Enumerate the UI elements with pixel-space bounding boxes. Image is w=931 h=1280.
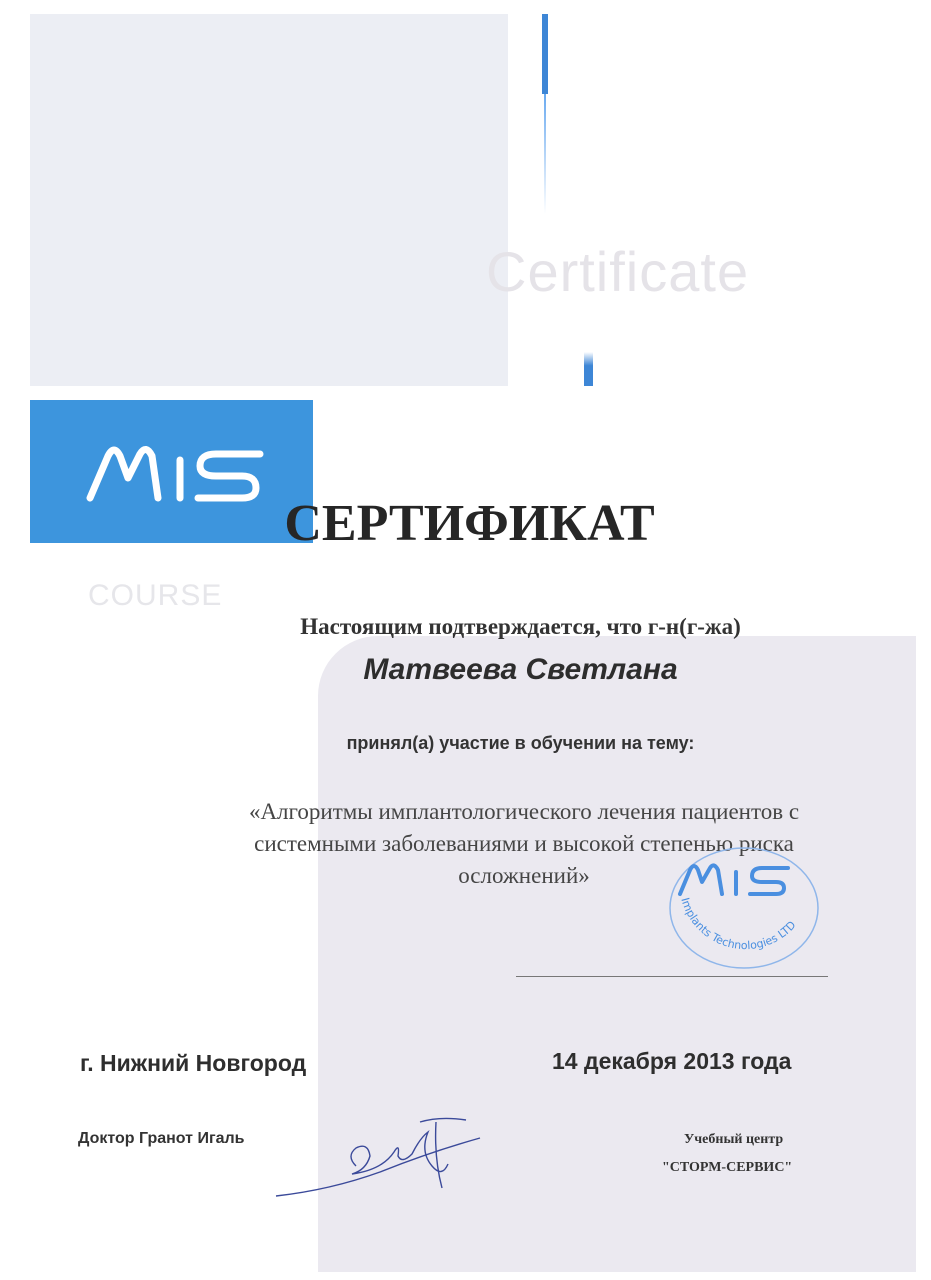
certificate-watermark: Certificate <box>486 240 750 303</box>
certificate-title: СЕРТИФИКАТ <box>284 495 655 552</box>
signature-line <box>516 976 828 977</box>
doctor-name: Доктор Гранот Игаль <box>78 1130 245 1147</box>
stamp-ring-text: Implants Technologies LTD <box>678 896 799 953</box>
participation-text: принял(а) участие в обучении на тему: <box>346 733 695 753</box>
course-wordmark <box>88 578 222 614</box>
topic-line-1: «Алгоритмы имплантологического лечения пациентов с <box>248 799 800 824</box>
training-center-name: "СТОРМ-СЕРВИС" <box>662 1160 793 1175</box>
background-panel-top <box>30 14 508 386</box>
accent-line-middle <box>584 352 593 386</box>
city: г. Нижний Новгород <box>80 1050 307 1076</box>
course-text: COURSE <box>88 579 223 612</box>
training-center-label: Учебный центр <box>684 1132 784 1147</box>
topic-line-3: осложнений» <box>458 863 590 888</box>
accent-line-top <box>542 14 548 94</box>
issue-date: 14 декабря 2013 года <box>552 1048 792 1074</box>
accent-line-fade <box>544 94 546 214</box>
recipient-name: Матвеева Светлана <box>363 653 678 686</box>
company-stamp <box>664 846 824 976</box>
handwritten-signature <box>270 1108 500 1204</box>
intro-text: Настоящим подтверждается, что г-н(г-жа) <box>300 614 741 639</box>
topic-line-2: системными заболеваниями и высокой степенью риска <box>254 831 794 856</box>
